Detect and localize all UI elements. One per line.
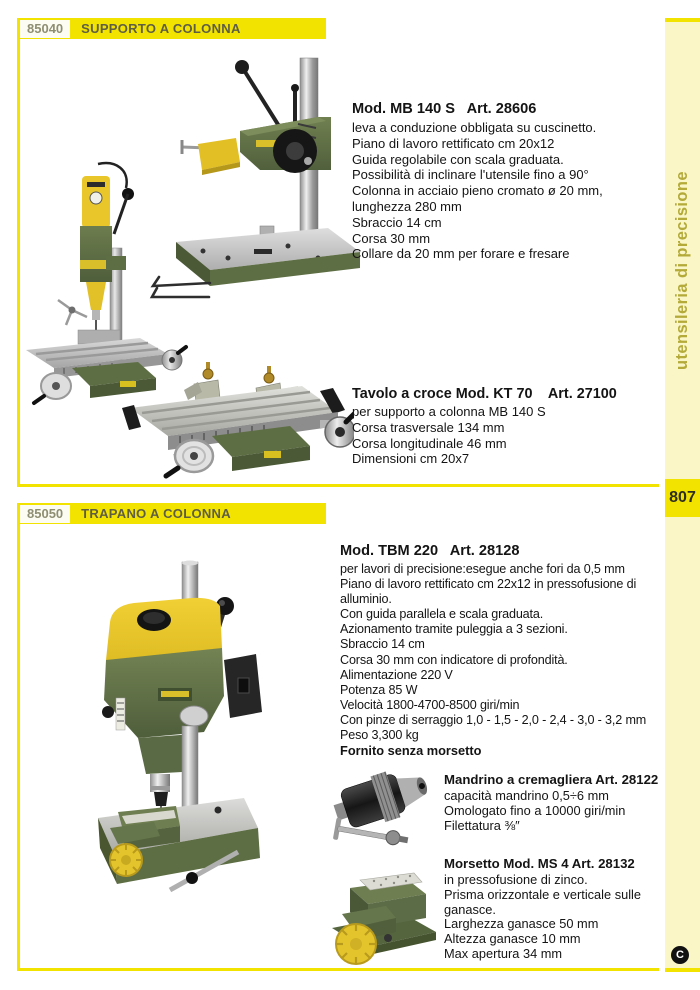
product-image-kt70-table: [116, 350, 354, 480]
side-tab-label: utensileria di precisione: [673, 170, 691, 370]
spec-line: leva a conduzione obbligata su cuscinetto.: [352, 120, 597, 135]
spec-line: Peso 3,300 kg: [340, 728, 419, 743]
spec-line: Velocità 1800-4700-8500 giri/min: [340, 697, 520, 712]
spec-line: Larghezza ganasce 50 mm: [444, 916, 599, 932]
spec-line: in pressofusione di zinco.: [444, 872, 588, 887]
spec-line: Prisma orizzontale e verticale sulle ganasce.: [444, 886, 642, 917]
spec-line: Azionamento tramite puleggia a 3 sezioni.: [340, 622, 568, 637]
product-title: Mod. MB 140 S Art. 28606: [352, 101, 537, 117]
section-code: 85050: [20, 505, 70, 523]
spec-line: Max apertura 34 mm: [444, 945, 563, 961]
spec-line-bold: Fornito senza morsetto: [340, 743, 482, 759]
product-image-chuck-28122: [332, 754, 448, 854]
spec-line: Omologato fino a 10000 giri/min: [444, 802, 626, 818]
product-title: Mod. TBM 220 Art. 28128: [340, 543, 520, 559]
spec-line: Corsa 30 mm: [352, 230, 431, 246]
product-image-mb140s-stand: [168, 46, 364, 286]
section-header-supporto: [17, 18, 326, 39]
spec-line: Possibilità di inclinare l'utensile fino a 90°: [352, 167, 589, 183]
product-block-tbm220: [340, 543, 676, 758]
product-title: Mandrino a cremagliera Art. 28122: [444, 772, 659, 787]
spec-line: Sbraccio 14 cm: [340, 637, 425, 652]
page-number: 807: [665, 479, 700, 517]
spec-line: Collare da 20 mm per forare e fresare: [352, 246, 570, 262]
spec-line: per supporto a colonna MB 140 S: [352, 404, 546, 419]
spec-line: lunghezza 280 mm: [352, 198, 462, 214]
section-code: 85040: [20, 20, 70, 38]
section-title: TRAPANO A COLONNA: [81, 506, 231, 521]
spec-line: Sbraccio 14 cm: [352, 214, 442, 230]
product-title: Tavolo a croce Mod. KT 70 Art. 27100: [352, 386, 617, 402]
spec-line: Corsa longitudinale 46 mm: [352, 435, 507, 451]
spec-line: Corsa 30 mm con indicatore di profondità.: [340, 652, 568, 667]
spec-line: Alimentazione 220 V: [340, 667, 453, 682]
spec-line: Filettatura ⅜″: [444, 817, 520, 833]
section-header-trapano: [17, 503, 326, 524]
spec-line: Piano di lavoro rettificato cm 20x12: [352, 135, 555, 151]
spec-line: capacità mandrino 0,5÷6 mm: [444, 788, 609, 803]
spec-line: Con pinze di serraggio 1,0 - 1,5 - 2,0 - 2,4 - 3,0 - 3,2 mm: [340, 712, 647, 727]
spec-line: Altezza ganasce 10 mm: [444, 931, 581, 947]
c-logo-icon: C: [671, 946, 689, 964]
section-title: SUPPORTO A COLONNA: [81, 21, 241, 36]
spec-line: Potenza 85 W: [340, 682, 418, 697]
spec-line: Colonna in acciaio pieno cromato ø 20 mm,: [352, 183, 603, 199]
hex-keys-image: [148, 274, 216, 304]
spec-line: Con guida parallela e scala graduata.: [340, 607, 544, 622]
spec-line: per lavori di precisione:esegue anche fori da 0,5 mm: [340, 562, 625, 576]
product-image-tbm220-drill: [42, 560, 334, 960]
product-block-mb140s: [352, 101, 654, 262]
product-block-mandrino: [444, 772, 678, 833]
product-block-kt70: [352, 386, 654, 467]
spec-line: Dimensioni cm 20x7: [352, 451, 470, 467]
spec-line: Piano di lavoro rettificato cm 22x12 in pressofusione di alluminio.: [340, 577, 637, 607]
spec-line: Corsa trasversale 134 mm: [352, 419, 505, 435]
spec-line: Guida regolabile con scala graduata.: [352, 151, 564, 167]
product-image-vise-ms4: [326, 858, 442, 968]
product-title: Morsetto Mod. MS 4 Art. 28132: [444, 856, 635, 871]
product-block-morsetto: [444, 856, 678, 962]
